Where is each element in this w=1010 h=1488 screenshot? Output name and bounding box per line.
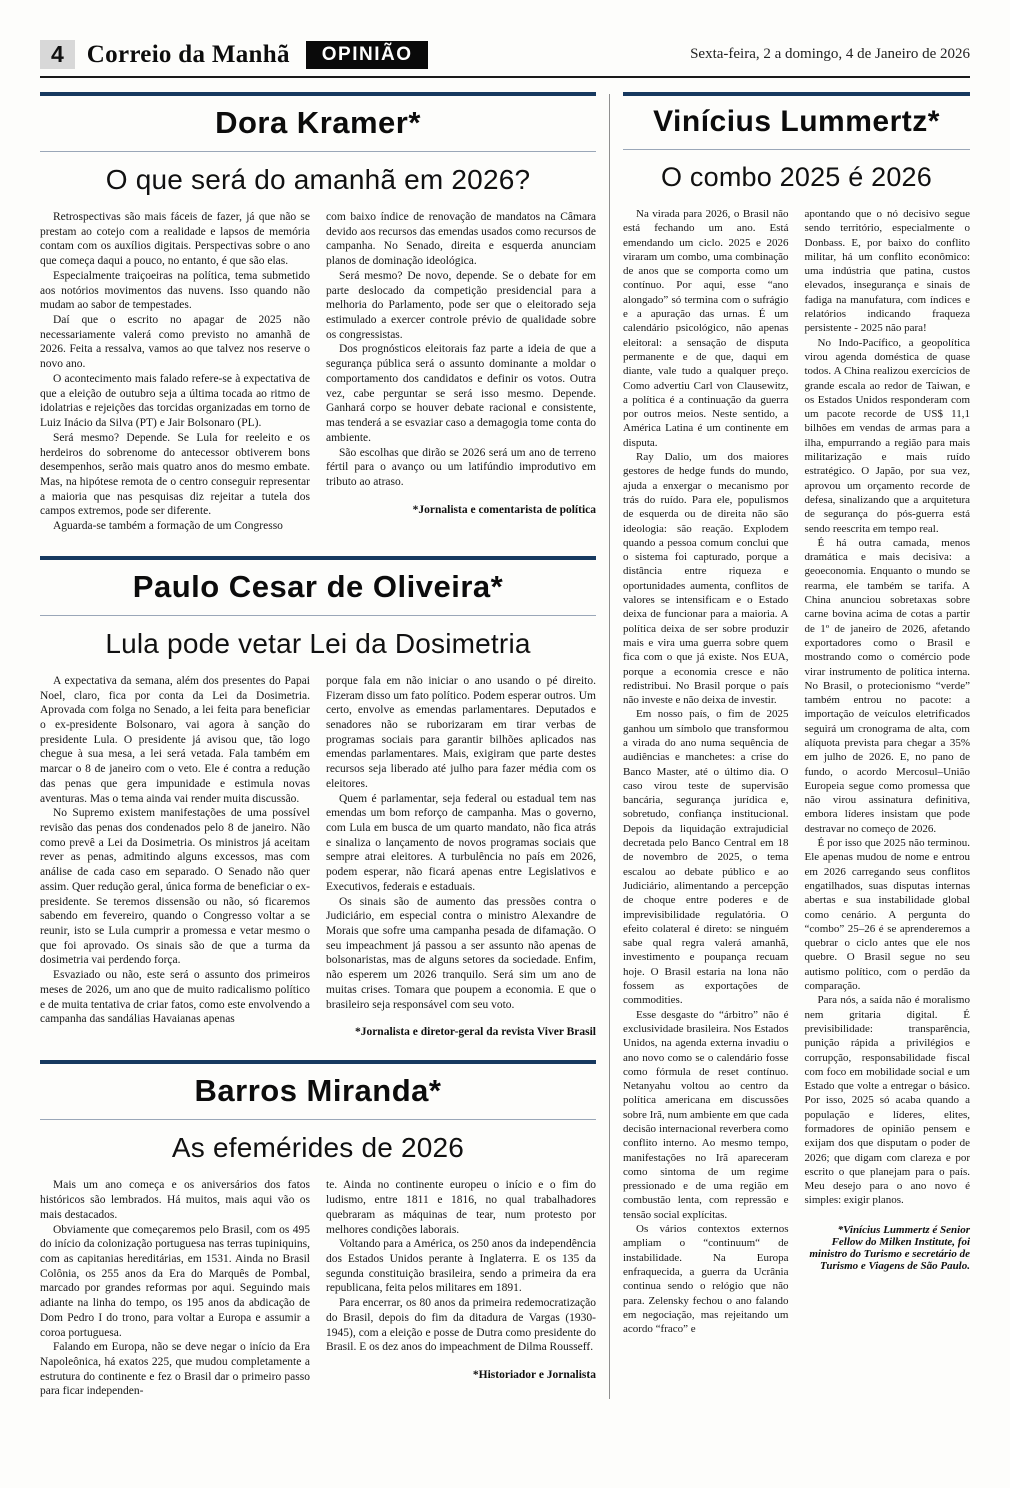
article-signature: *Historiador e Jornalista bbox=[472, 1368, 596, 1381]
paragraph: Voltando para a América, os 250 anos da independência dos Estados Unidos perante à Inglaterra. E os 135 da segunda constituição brasileira, sendo a primeira da era republicana, feita pelos militares em 1891. bbox=[326, 1238, 596, 1295]
article-column-2 bbox=[326, 1178, 596, 1399]
paragraph: Obviamente que começaremos pelo Brasil, com os 495 do início da colonização portuguesa nas terras tupiniquins, com as capitanias hereditárias, em 1531. Ainda no Brasil Colônia, os 255 anos da Era do Marquês de Pombal, marcado por grandes reformas por aqui. Seguindo mais adiante na linha do tempo, os 195 anos da abdicação de Dom Pedro I do trono, para voltar a Europa e assumir a coroa portuguesa. bbox=[40, 1223, 310, 1339]
main-content bbox=[40, 92, 970, 1399]
paragraph: Esse desgaste do “árbitro” não é exclusividade brasileira. Nos Estados Unidos, na agenda externa invadiu o ano novo como se o calendário fosse como fórmula de reset contínuo. Netanyahu voltou ao centro da política americana em discussões sobre Irã, num ambiente em que cada decisão internacional reverbera como conflito interno. Ao mesmo tempo, manifestações no Irã apareceram como sintoma de um regime pressionado e de uma região em combustão lenta, com repressão e tensão social explícitas. bbox=[623, 1008, 789, 1221]
paragraph: Quem é parlamentar, seja federal ou estadual tem nas emendas um bom reforço de campanha. Mas o governo, com Lula em busca de um quarto mandato, não fica atrás e sinaliza o lançamento de novos programas sociais que sempre atrai eleitores. A turbulência no país em 2026, podem esperar, não ficará apenas entre Legislativos e Executivos, federais e estaduais. bbox=[326, 792, 596, 893]
paragraph: Será mesmo? De novo, depende. Se o debate for em parte deslocado da competição presidencial para a melhoria do Parlamento, pode ser que o eleitorado seja estimulado a exercer controle prévio de qualidade sobre os congressistas. bbox=[326, 269, 596, 341]
article-column-1 bbox=[40, 1178, 310, 1399]
author-name: Vinícius Lummertz* bbox=[653, 105, 940, 138]
paragraph: Ray Dalio, um dos maiores gestores de hedge funds do mundo, ajuda a enxergar o mecanismo por trás do ruído. Para ele, populismos de esquerda ou de direita não são ideologia: são reação. Explodem quando a pessoa comum conclui que o sistema foi capturado, porque a distância entre riqueza e oportunidades aumenta, conflitos de valores se intensificam e o Estado deixa de funcionar para a maioria. A política deixa de ser sobre produzir mais e vira uma guerra sobre quem fica com o que já existe. Nos EUA, porque a economia cresce e não redistribui. No Brasil porque o país não investe e não deixa de investir. bbox=[623, 451, 789, 707]
paragraph: O acontecimento mais falado refere-se à expectativa de que a eleição de outubro seja a última tocada ao ritmo de idolatrias e rejeições das torcidas organizadas em torno de Luiz Inácio da Silva (PT) e Jair Bolsonaro (PL). bbox=[40, 372, 310, 430]
article-body bbox=[40, 1178, 596, 1399]
column-text bbox=[623, 207, 789, 1336]
column-divider bbox=[609, 94, 610, 1399]
article-headline: As efemérides de 2026 bbox=[171, 1132, 465, 1164]
column-text bbox=[326, 1178, 596, 1355]
paragraph: É por isso que 2025 não terminou. Ele apenas mudou de nome e entrou em 2026 carregando seus conflitos engatilhados, suas disputas internas abertas e sua instabilidade global como cenário. A pergunta do “combo” 25–26 é se aprenderemos a quebrar o ciclo antes que ele nos quebre. O Brasil segue no seu autismo político, com o perdão da comparação. bbox=[804, 837, 970, 993]
page-header bbox=[40, 40, 970, 78]
column-text bbox=[40, 674, 310, 1027]
article-column-2 bbox=[326, 210, 596, 534]
article-vinicius-lummertz bbox=[623, 92, 970, 1336]
paragraph: A expectativa da semana, além dos presentes do Papai Noel, claro, fica por conta da Lei da Dosimetria. Aprovada com folga no Senado, a lei feita para beneficiar o ex-presidente Bolsonaro, vai agora à sanção do presidente Lula. O presidente já avisou que, tão logo chegue à sua mesa, a lei será vetada. Fala também em marcar o 8 de janeiro com o veto. Ele é contra a redução das penas que gera impunidade e estimula novas aventuras. Mas o tema ainda vai render muita discussão. bbox=[40, 674, 310, 805]
paragraph: Na virada para 2026, o Brasil não está fechando um ano. Está emendando um ciclo. 2025 e 2026 viraram um combo, uma combinação de anos que se comporta como um contínuo. Por aqui, esse “ano alongado” só termina com o sufrágio e a apuração das urnas. É um calendário psicológico, não apenas eleitoral: a sensação de disputa permanente e de que, daqui em diante, vale tudo a qualquer preço. Como advertiu Carl von Clausewitz, a política é a continuação da guerra por outros meios. Neste sentido, a América Latina é um continente em disputa. bbox=[623, 208, 789, 449]
paragraph: Especialmente traiçoeiras na política, tema submetido aos notórios movimentos das nuvens. Isso quando não mudam ao sabor de tempestades. bbox=[40, 269, 310, 312]
paragraph: Mais um ano começa e os aniversários dos fatos históricos são lembrados. Há muitos, mais aqui vão os mais destacados. bbox=[40, 1179, 310, 1221]
article-paulo-cesar-de-oliveira bbox=[40, 556, 596, 1039]
paragraph: Daí que o escrito no apagar de 2025 não necessariamente valerá como previsto no amanhã de 2026. Feita a ressalva, vamos ao que talvez nos reserve o novo ano. bbox=[40, 314, 310, 371]
paragraph: É há outra camada, menos dramática e mais decisiva: a geoeconomia. Enquanto o mundo se rearma, ele também se tarifa. A China anunciou sobretaxas sobre carne bovina acima de cotas a partir de 1º de janeiro de 2026, afetando exportadores como o Brasil e mostrando como o comércio pode virar instrumento de política interna. No Brasil, o protecionismo “verde” também entrou no pacote: a importação de veículos eletrificados seguirá um cronograma de alta, com alíquota prevista para chegar a 35% em julho de 2026. E, no pano de fundo, o acordo Mercosul–União Europeia segue como promessa que não virou assinatura definitiva, embora líderes insistam que pode destravar no começo de 2026. bbox=[804, 536, 970, 835]
paragraph: Aguarda-se também a formação de um Congresso bbox=[53, 520, 283, 533]
article-column-2 bbox=[326, 674, 596, 1039]
column-text bbox=[326, 210, 596, 490]
column-text bbox=[805, 207, 971, 1208]
article-headline: O combo 2025 é 2026 bbox=[661, 162, 932, 192]
article-body bbox=[40, 210, 596, 534]
paragraph: te. Ainda no continente europeu o início e o fim do ludismo, entre 1811 e 1816, no qual trabalhadores quebraram as máquinas de tear, num protesto por melhores condições laborais. bbox=[326, 1179, 596, 1236]
author-name: Dora Kramer* bbox=[215, 105, 421, 140]
article-column-1 bbox=[40, 210, 310, 534]
paragraph: Será mesmo? Depende. Se Lula for reeleito e os herdeiros do sobrenome do antecessor obtiverem bons desempenhos, serão mais quatro anos do mesmo embate. Mas, na hipótese remota de o centro conseguir representar a maioria que nas pesquisas diz rejeitar a tutela dos campos extremos, pode ser diferente. bbox=[40, 431, 310, 518]
column-text bbox=[326, 674, 596, 1013]
article-dora-kramer bbox=[40, 92, 596, 534]
paragraph: Os sinais são de aumento das pressões contra o Judiciário, em especial contra o ministro Alexandre de Morais que sofre uma campanha pesada de difamação. O seu impeachment já passou a ser assunto não apenas de bolsonaristas, mas de alguns setores da sociedade. Enfim, não esperem um 2026 tranquilo. Será sim um ano de muitas crises. Tomara que poupem a economia. E que o brasileiro seja responsável com seu voto. bbox=[326, 895, 596, 1011]
paragraph: No Indo-Pacífico, a geopolítica virou agenda doméstica de quase todos. A China realizou exercícios de grande escala ao redor de Taiwan, e os Estados Unidos responderam com um pacote recorde de US$ 11,1 bilhões em vendas de armas para a ilha, empurrando a região para mais militarização e mais ruído estratégico. O Japão, por sua vez, aprovou um orçamento recorde de defesa, sinalizando que a arquitetura de segurança do pós-guerra está sendo reescrita em tempo real. bbox=[804, 336, 970, 535]
paragraph: Retrospectivas são mais fáceis de fazer, já que não se prestam ao cotejo com a realidade e lapsos de memória contam com os auxílios digitais. Perspectivas sobre o ano que começa daqui a pouco, no entanto, é que são elas. bbox=[40, 211, 310, 268]
article-body bbox=[40, 674, 596, 1039]
author-name: Barros Miranda* bbox=[194, 1073, 442, 1109]
article-headline: O que será do amanhã em 2026? bbox=[105, 164, 531, 195]
paragraph: Para encerrar, os 80 anos da primeira redemocratização do Brasil, depois do fim da ditadura de Vargas (1930-1945), com a eleição e posse de Dutra como presidente do Brasil. E os dez anos do impeachment de Dilma Rousseff. bbox=[326, 1297, 596, 1354]
article-signature: *Jornalista e diretor-geral da revista Viver Brasil bbox=[354, 1026, 596, 1039]
column-text bbox=[40, 1178, 310, 1399]
paragraph: São escolhas que dirão se 2026 será um ano de terreno fértil para o avanço ou um latifúndio improdutivo em tributo ao atraso. bbox=[326, 446, 596, 488]
paragraph: com baixo índice de renovação de mandatos na Câmara devido aos recursos das emendas usados como recursos de campanha. No Senado, direita e esquerda anunciam planos de dominação ideológica. bbox=[326, 211, 596, 268]
page-number: 4 bbox=[40, 40, 75, 69]
paragraph: Em nosso país, o fim de 2025 ganhou um símbolo que transformou a virada do ano numa sequência de audiências e manchetes: a crise do Banco Master, até o último dia. O caso virou teste de supervisão bancária, segurança jurídica e, sobretudo, confiança institucional. Depois da liquidação extrajudicial decretada pelo Banco Central em 18 de novembro de 2025, o tema escalou ao debate público e ao Judiciário, alimentando a percepção de choque entre poderes e de imprevisibilidade regulatória. O efeito colateral é direto: se ninguém sabe qual regra valerá amanhã, investimento e poupança recuam hoje. O Brasil estaria na lona não fossem as exportações de commodities. bbox=[623, 708, 789, 1007]
article-headline: Lula pode vetar Lei da Dosimetria bbox=[105, 627, 531, 659]
paragraph: Os vários contextos externos ampliam o “continuum“ de instabilidade. Na Europa enfraquecida, a guerra da Ucrânia continua sendo o relógio que não para. Zelensky fechou o ano falando em negociação, mas rejeitando um acordo “fraco” e bbox=[623, 1223, 789, 1336]
article-column-1 bbox=[40, 674, 310, 1039]
paragraph: Esvaziado ou não, este será o assunto dos primeiros meses de 2026, um ano que de muito radicalismo político e de muita tentativa de criar fatos, como este envolvendo a campanha das sandálias Havaianas apenas bbox=[40, 969, 310, 1026]
paragraph: porque fala em não iniciar o ano usando o pé direito. Fizeram disso um fato político. Podem esperar outros. Um certo, envolve as emendas parlamentares. Deputados e senadores não se ruborizaram em tirar verbas de programas sociais para garantir bilhões aplicados nas emendas parlamentares. Mais, exigiram que parte destes recursos seja liberado até julho para fazer média com os eleitores. bbox=[326, 674, 596, 790]
article-column-1 bbox=[623, 207, 789, 1336]
column-text bbox=[40, 210, 310, 534]
paragraph: Falando em Europa, não se deve negar o início da Era Napoleônica, há exatos 225, que mudou completamente a estrutura do continente e fez o Brasil dar o primeiro passo para ficar independen- bbox=[40, 1341, 310, 1398]
paragraph: No Supremo existem manifestações de uma possível revisão das penas dos condenados pelo 8 de janeiro. Não como prevê a Lei da Dosimetria. Os ministros já aceitam rever as penas, admitindo alguns excessos, mas com análise de cada caso em separado. O Senado não quer assim. Quer redução geral, única forma de beneficiar o ex-presidente. Se teremos dissensão ou não, só ficaremos sabendo em fevereiro, quando o Congresso voltar a se reunir, isto se Lula cumprir a promessa e vetar mesmo o que foi aprovado. Os sinais são de que a turma da dosimetria vai perdendo força. bbox=[40, 807, 310, 967]
issue-date: Sexta-feira, 2 a domingo, 4 de Janeiro de 2026 bbox=[690, 46, 970, 62]
paragraph: Dos prognósticos eleitorais faz parte a ideia de que a segurança pública será o assunto dominante a moldar o comportamento dos candidatos e definir os votos. Outra vez, cabe perguntar se será isso mesmo. Depende. Ganhará corpo se houver debate racional e consistente, mas tenderá a se esvaziar caso a demagogia tome conta do ambiente. bbox=[326, 343, 596, 444]
section-badge: OPINIÃO bbox=[306, 41, 429, 69]
right-column-group bbox=[623, 92, 970, 1399]
article-body bbox=[623, 207, 970, 1336]
article-signature: *Jornalista e comentarista de política bbox=[412, 503, 596, 516]
left-column-group bbox=[40, 92, 596, 1399]
author-name: Paulo Cesar de Oliveira* bbox=[132, 568, 504, 604]
paragraph: apontando que o nó decisivo segue sendo território, especialmente o Donbass. E, por baixo do conflito militar, há um conflito econômico: uma indústria que patina, custos elevados, insegurança e sinais de fadiga na manufatura, com índices e relatórios indicando fraqueza persistente - 2025 não para! bbox=[804, 208, 970, 335]
masthead: Correio da Manhã bbox=[86, 40, 290, 68]
paragraph: Para nós, a saída não é moralismo nem gritaria digital. É previsibilidade: transparência, punição rápida a privilégios e corrupção, responsabilidade fiscal com foco em mobilidade social e um Estado que volte a entregar o básico. Por isso, 2025 só acaba quando a população e líderes, elites, formadores de opinião pensem e exijam dos que disputam o poder de 2026; que digam com clareza e por escrito o que planejam para o país. Meu desejo para o ano novo é simples: exigir planos. bbox=[804, 994, 970, 1207]
article-column-2 bbox=[805, 207, 971, 1336]
article-barros-miranda bbox=[40, 1060, 596, 1399]
article-signature: *Vinícius Lummertz é Senior Fellow do Milken Institute, foi ministro do Turismo e secretário de Turismo e Viagens de São Paulo. bbox=[809, 1223, 970, 1272]
